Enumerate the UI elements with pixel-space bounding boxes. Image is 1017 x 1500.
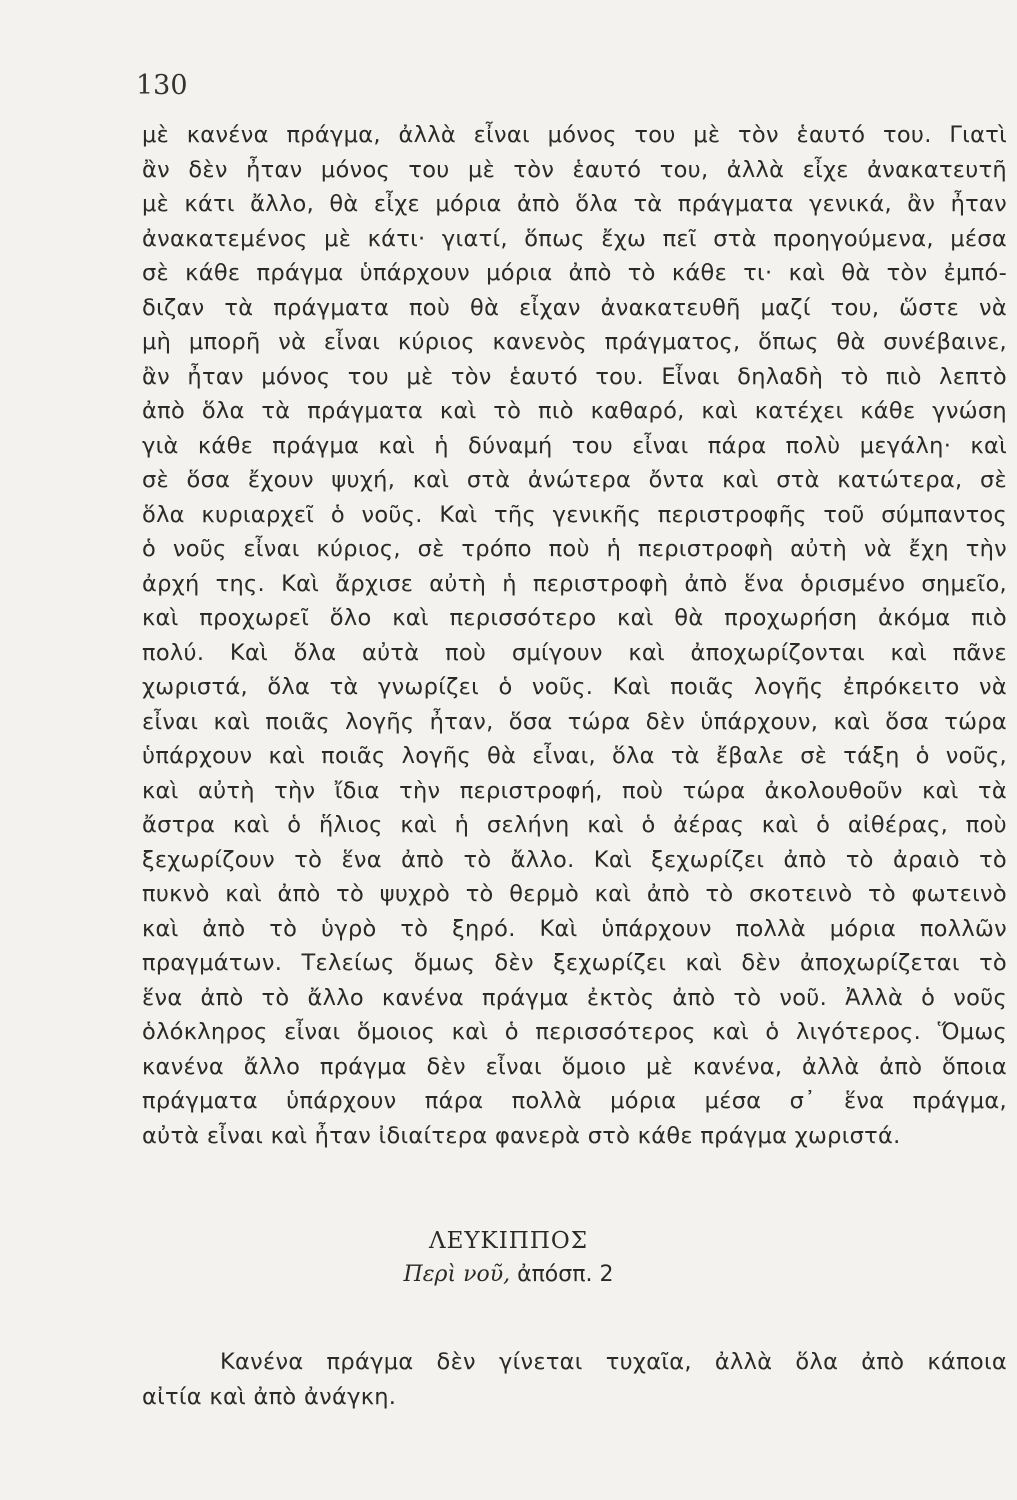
text-line: καὶ αὐτὴ τὴν ἴδια τὴν περιστροφή, ποὺ τώρα ἀκολουθοῦν καὶ τὰ (142, 777, 1007, 804)
text-line: ἕνα ἀπὸ τὸ ἄλλο κανένα πράγμα ἐκτὸς ἀπὸ τὸ νοῦ. Ἀλλὰ ὁ νοῦς (142, 984, 1007, 1011)
text-line: διζαν τὰ πράγματα ποὺ θὰ εἶχαν ἀνακατευθῆ μαζί του, ὥστε νὰ (142, 294, 1007, 321)
section-title: ΛΕΥΚΙΠΠΟΣ (428, 1228, 589, 1254)
text-line: χωριστά, ὅλα τὰ γνωρίζει ὁ νοῦς. Καὶ ποιᾶς λογῆς ἐπρόκειτο νὰ (142, 674, 1007, 700)
body-text (142, 118, 1007, 1153)
text-line: ξεχωρίζουν τὸ ἕνα ἀπὸ τὸ ἄλλο. Καὶ ξεχωρίζει ἀπὸ τὸ ἀραιὸ τὸ (142, 846, 1007, 873)
text-line: ἄστρα καὶ ὁ ἥλιος καὶ ἡ σελήνη καὶ ὁ ἀέρας καὶ ὁ αἰθέρας, ποὺ (142, 812, 1007, 838)
quote-line: αἰτία καὶ ἀπὸ ἀνάγκη. (142, 1383, 397, 1410)
text-line: ὑπάρχουν καὶ ποιᾶς λογῆς θὰ εἶναι, ὅλα τὰ ἔβαλε σὲ τάξη ὁ νοῦς, (142, 743, 1007, 769)
text-line: πράγματα ὑπάρχουν πάρα πολλὰ μόρια μέσα σ᾽ ἕνα πράγμα, (142, 1088, 1007, 1114)
page-number: 130 (136, 70, 188, 101)
text-line: πυκνὸ καὶ ἀπὸ τὸ ψυχρὸ τὸ θερμὸ καὶ ἀπὸ τὸ σκοτεινὸ τὸ φωτεινὸ (142, 881, 1007, 907)
subtitle-work-title: Περὶ νοῦ, (403, 1262, 511, 1287)
text-line: εἶναι καὶ ποιᾶς λογῆς ἦταν, ὅσα τώρα δὲν ὑπάρχουν, καὶ ὅσα τώρα (142, 708, 1007, 735)
text-line: σὲ κάθε πράγμα ὑπάρχουν μόρια ἀπὸ τὸ κάθε τι· καὶ θὰ τὸν ἐμπό- (142, 260, 1007, 286)
text-line: μὲ κάτι ἄλλο, θὰ εἶχε μόρια ἀπὸ ὅλα τὰ πράγματα γενικά, ἂν ἦταν (142, 191, 1007, 217)
text-line: ἂν ἦταν μόνος του μὲ τὸν ἑαυτό του. Εἶναι δηλαδὴ τὸ πιὸ λεπτὸ (142, 363, 1007, 390)
text-line: σὲ ὅσα ἔχουν ψυχή, καὶ στὰ ἀνώτερα ὄντα καὶ στὰ κατώτερα, σὲ (142, 467, 1007, 493)
text-line: ἂν δὲν ἦταν μόνος του μὲ τὸν ἑαυτό του, ἀλλὰ εἶχε ἀνακατευτῆ (142, 156, 1007, 183)
text-line: μὴ μπορῆ νὰ εἶναι κύριος κανενὸς πράγματος, ὅπως θὰ συνέβαινε, (142, 329, 1007, 355)
section-subtitle (0, 1262, 1017, 1287)
text-line: ἀπὸ ὅλα τὰ πράγματα καὶ τὸ πιὸ καθαρό, καὶ κατέχει κάθε γνώση (142, 398, 1007, 424)
text-line: ὁλόκληρος εἶναι ὅμοιος καὶ ὁ περισσότερος καὶ ὁ λιγότερος. Ὅμως (142, 1019, 1007, 1045)
fragment-text (142, 1345, 1007, 1414)
text-line: πολύ. Καὶ ὅλα αὐτὰ ποὺ σμίγουν καὶ ἀποχωρίζονται καὶ πᾶνε (142, 639, 1007, 666)
text-line: μὲ κανένα πράγμα, ἀλλὰ εἶναι μόνος του μὲ τὸν ἑαυτό του. Γιατὶ (142, 122, 1007, 148)
text-line: κανένα ἄλλο πράγμα δὲν εἶναι ὅμοιο μὲ κανένα, ἀλλὰ ἀπὸ ὅποια (142, 1053, 1007, 1080)
text-line: καὶ ἀπὸ τὸ ὑγρὸ τὸ ξηρό. Καὶ ὑπάρχουν πολλὰ μόρια πολλῶν (142, 915, 1007, 942)
subtitle-fragment-ref: ἀπόσπ. 2 (517, 1262, 614, 1287)
quote-line: Κανένα πράγμα δὲν γίνεται τυχαῖα, ἀλλὰ ὅλα ἀπὸ κάποια (220, 1349, 1007, 1375)
text-line: καὶ προχωρεῖ ὅλο καὶ περισσότερο καὶ θὰ προχωρήση ἀκόμα πιὸ (142, 605, 1007, 631)
text-line: ὁ νοῦς εἶναι κύριος, σὲ τρόπο ποὺ ἡ περιστροφὴ αὐτὴ νὰ ἔχη τὴν (142, 536, 1007, 562)
text-line: ἀνακατεμένος μὲ κάτι· γιατί, ὅπως ἔχω πεῖ στὰ προηγούμενα, μέσα (142, 225, 1007, 252)
text-line: γιὰ κάθε πράγμα καὶ ἡ δύναμή του εἶναι πάρα πολὺ μεγάλη· καὶ (142, 432, 1007, 459)
text-line: ὅλα κυριαρχεῖ ὁ νοῦς. Καὶ τῆς γενικῆς περιστροφῆς τοῦ σύμπαντος (142, 501, 1007, 528)
text-line: ἀρχή της. Καὶ ἄρχισε αὐτὴ ἡ περιστροφὴ ἀπὸ ἕνα ὁρισμένο σημεῖο, (142, 570, 1007, 597)
text-line: αὐτὰ εἶναι καὶ ἦταν ἰδιαίτερα φανερὰ στὸ κάθε πράγμα χωριστά. (142, 1122, 901, 1149)
text-line: πραγμάτων. Τελείως ὅμως δὲν ξεχωρίζει καὶ δὲν ἀποχωρίζεται τὸ (142, 950, 1007, 976)
